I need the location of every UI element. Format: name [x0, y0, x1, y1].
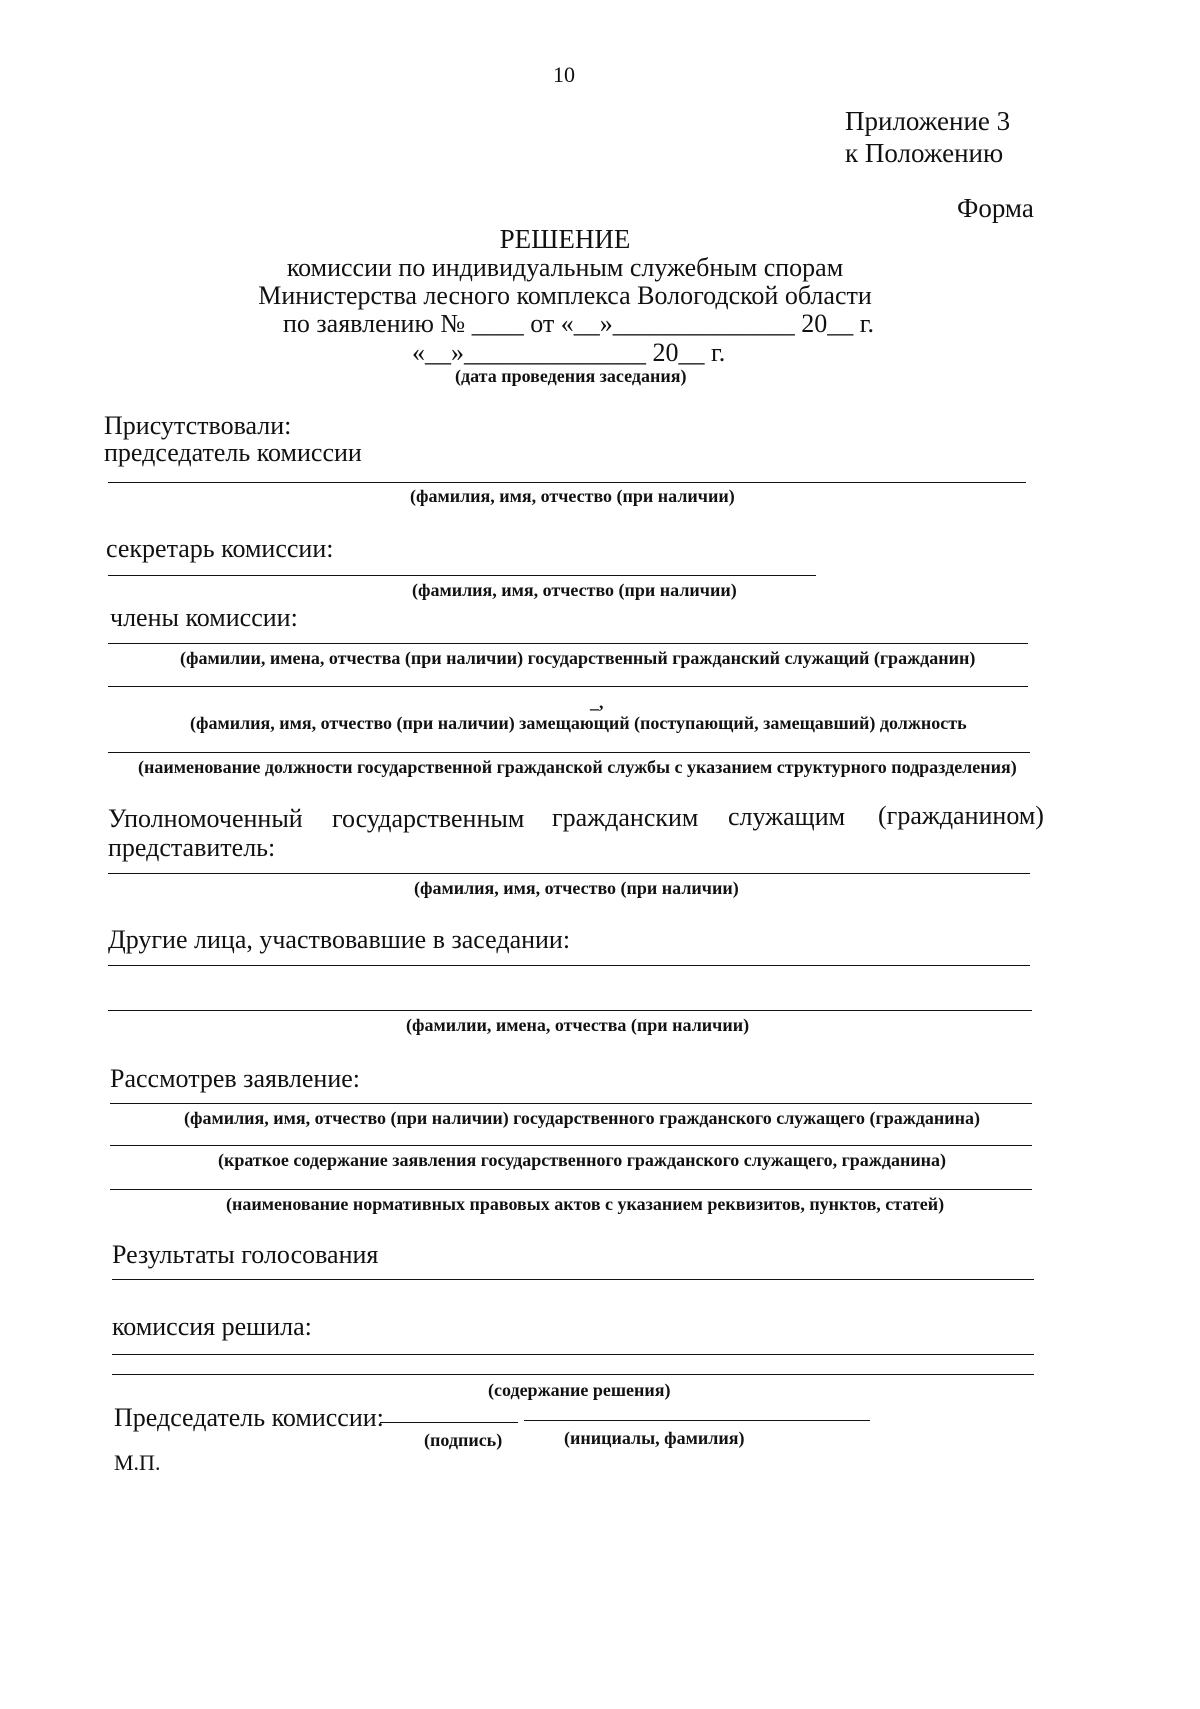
employee-line [108, 686, 1028, 687]
considered-line-1 [110, 1103, 1032, 1104]
rep-line-2: представитель: [108, 833, 276, 862]
title-line-4: «__»______________ 20__ г. [412, 338, 726, 367]
decision-line-2 [112, 1374, 1034, 1375]
present-label: Присутствовали: [104, 411, 292, 440]
others-line-1 [108, 965, 1030, 966]
title-line-2: Министерства лесного комплекса Вологодской области [258, 281, 872, 310]
position-line [108, 752, 1030, 753]
members-label: члены комиссии: [110, 603, 298, 632]
voting-line [112, 1279, 1034, 1280]
members-caption: (фамилии, имена, отчества (при наличии) государственный гражданский служащий (гражданин) [180, 648, 976, 668]
name-line [524, 1420, 870, 1421]
secretary-caption: (фамилия, имя, отчество (при наличии) [412, 580, 737, 600]
decision-caption: (содержание решения) [488, 1380, 671, 1400]
rep-word-3: гражданским [552, 803, 699, 832]
chair-label: председатель комиссии [104, 438, 362, 467]
others-label: Другие лица, участвовавшие в заседании: [108, 925, 571, 954]
rep-word-2: государственным [332, 804, 525, 833]
signature-line [380, 1422, 518, 1423]
secretary-label: секретарь комиссии: [106, 534, 334, 563]
chair-line [108, 482, 1026, 483]
considered-label: Рассмотрев заявление: [110, 1064, 360, 1093]
document-heading: РЕШЕНИЕ [499, 224, 631, 254]
decision-label: комиссия решила: [112, 1312, 312, 1341]
members-line [108, 643, 1028, 644]
name-caption: (инициалы, фамилия) [564, 1428, 745, 1448]
others-line-2 [108, 1010, 1032, 1011]
rep-word-5: (гражданином) [878, 801, 1044, 830]
appendix-line-1: Приложение 3 [845, 106, 1011, 136]
considered-caption-2: (краткое содержание заявления государственного гражданского служащего, гражданина) [218, 1150, 947, 1170]
sign-caption: (подпись) [424, 1430, 503, 1450]
form-label: Форма [957, 193, 1034, 223]
comma-mark: _, [590, 692, 604, 712]
position-caption: (наименование должности государственной гражданской службы с указанием структурного подразделения) [138, 757, 1017, 777]
representative-caption: (фамилия, имя, отчество (при наличии) [414, 878, 739, 898]
rep-word-1: Уполномоченный [108, 804, 303, 833]
employee-caption: (фамилия, имя, отчество (при наличии) замещающий (поступающий, замещавший) должность [190, 713, 967, 733]
voting-label: Результаты голосования [112, 1240, 379, 1269]
appendix-line-2: к Положению [845, 138, 1004, 168]
considered-line-3 [110, 1189, 1032, 1190]
signature-label: Председатель комиссии: [114, 1403, 384, 1432]
stamp-mark: М.П. [114, 1450, 161, 1475]
title-line-3: по заявлению № ____ от «__»______________ 20__ г. [283, 309, 874, 338]
date-caption: (дата проведения заседания) [455, 366, 687, 386]
considered-caption-1: (фамилия, имя, отчество (при наличии) государственного гражданского служащего (гражданина) [184, 1108, 980, 1128]
representative-line [108, 873, 1030, 874]
chair-caption: (фамилия, имя, отчество (при наличии) [410, 486, 735, 506]
secretary-line [108, 575, 816, 576]
decision-line-1 [112, 1354, 1034, 1355]
rep-word-4: служащим [728, 802, 846, 831]
others-caption: (фамилии, имена, отчества (при наличии) [406, 1015, 750, 1035]
considered-caption-3: (наименование нормативных правовых актов с указанием реквизитов, пунктов, статей) [226, 1194, 945, 1214]
page-number: 10 [553, 62, 575, 87]
title-line-1: комиссии по индивидуальным служебным спорам [286, 253, 844, 282]
considered-line-2 [110, 1145, 1032, 1146]
